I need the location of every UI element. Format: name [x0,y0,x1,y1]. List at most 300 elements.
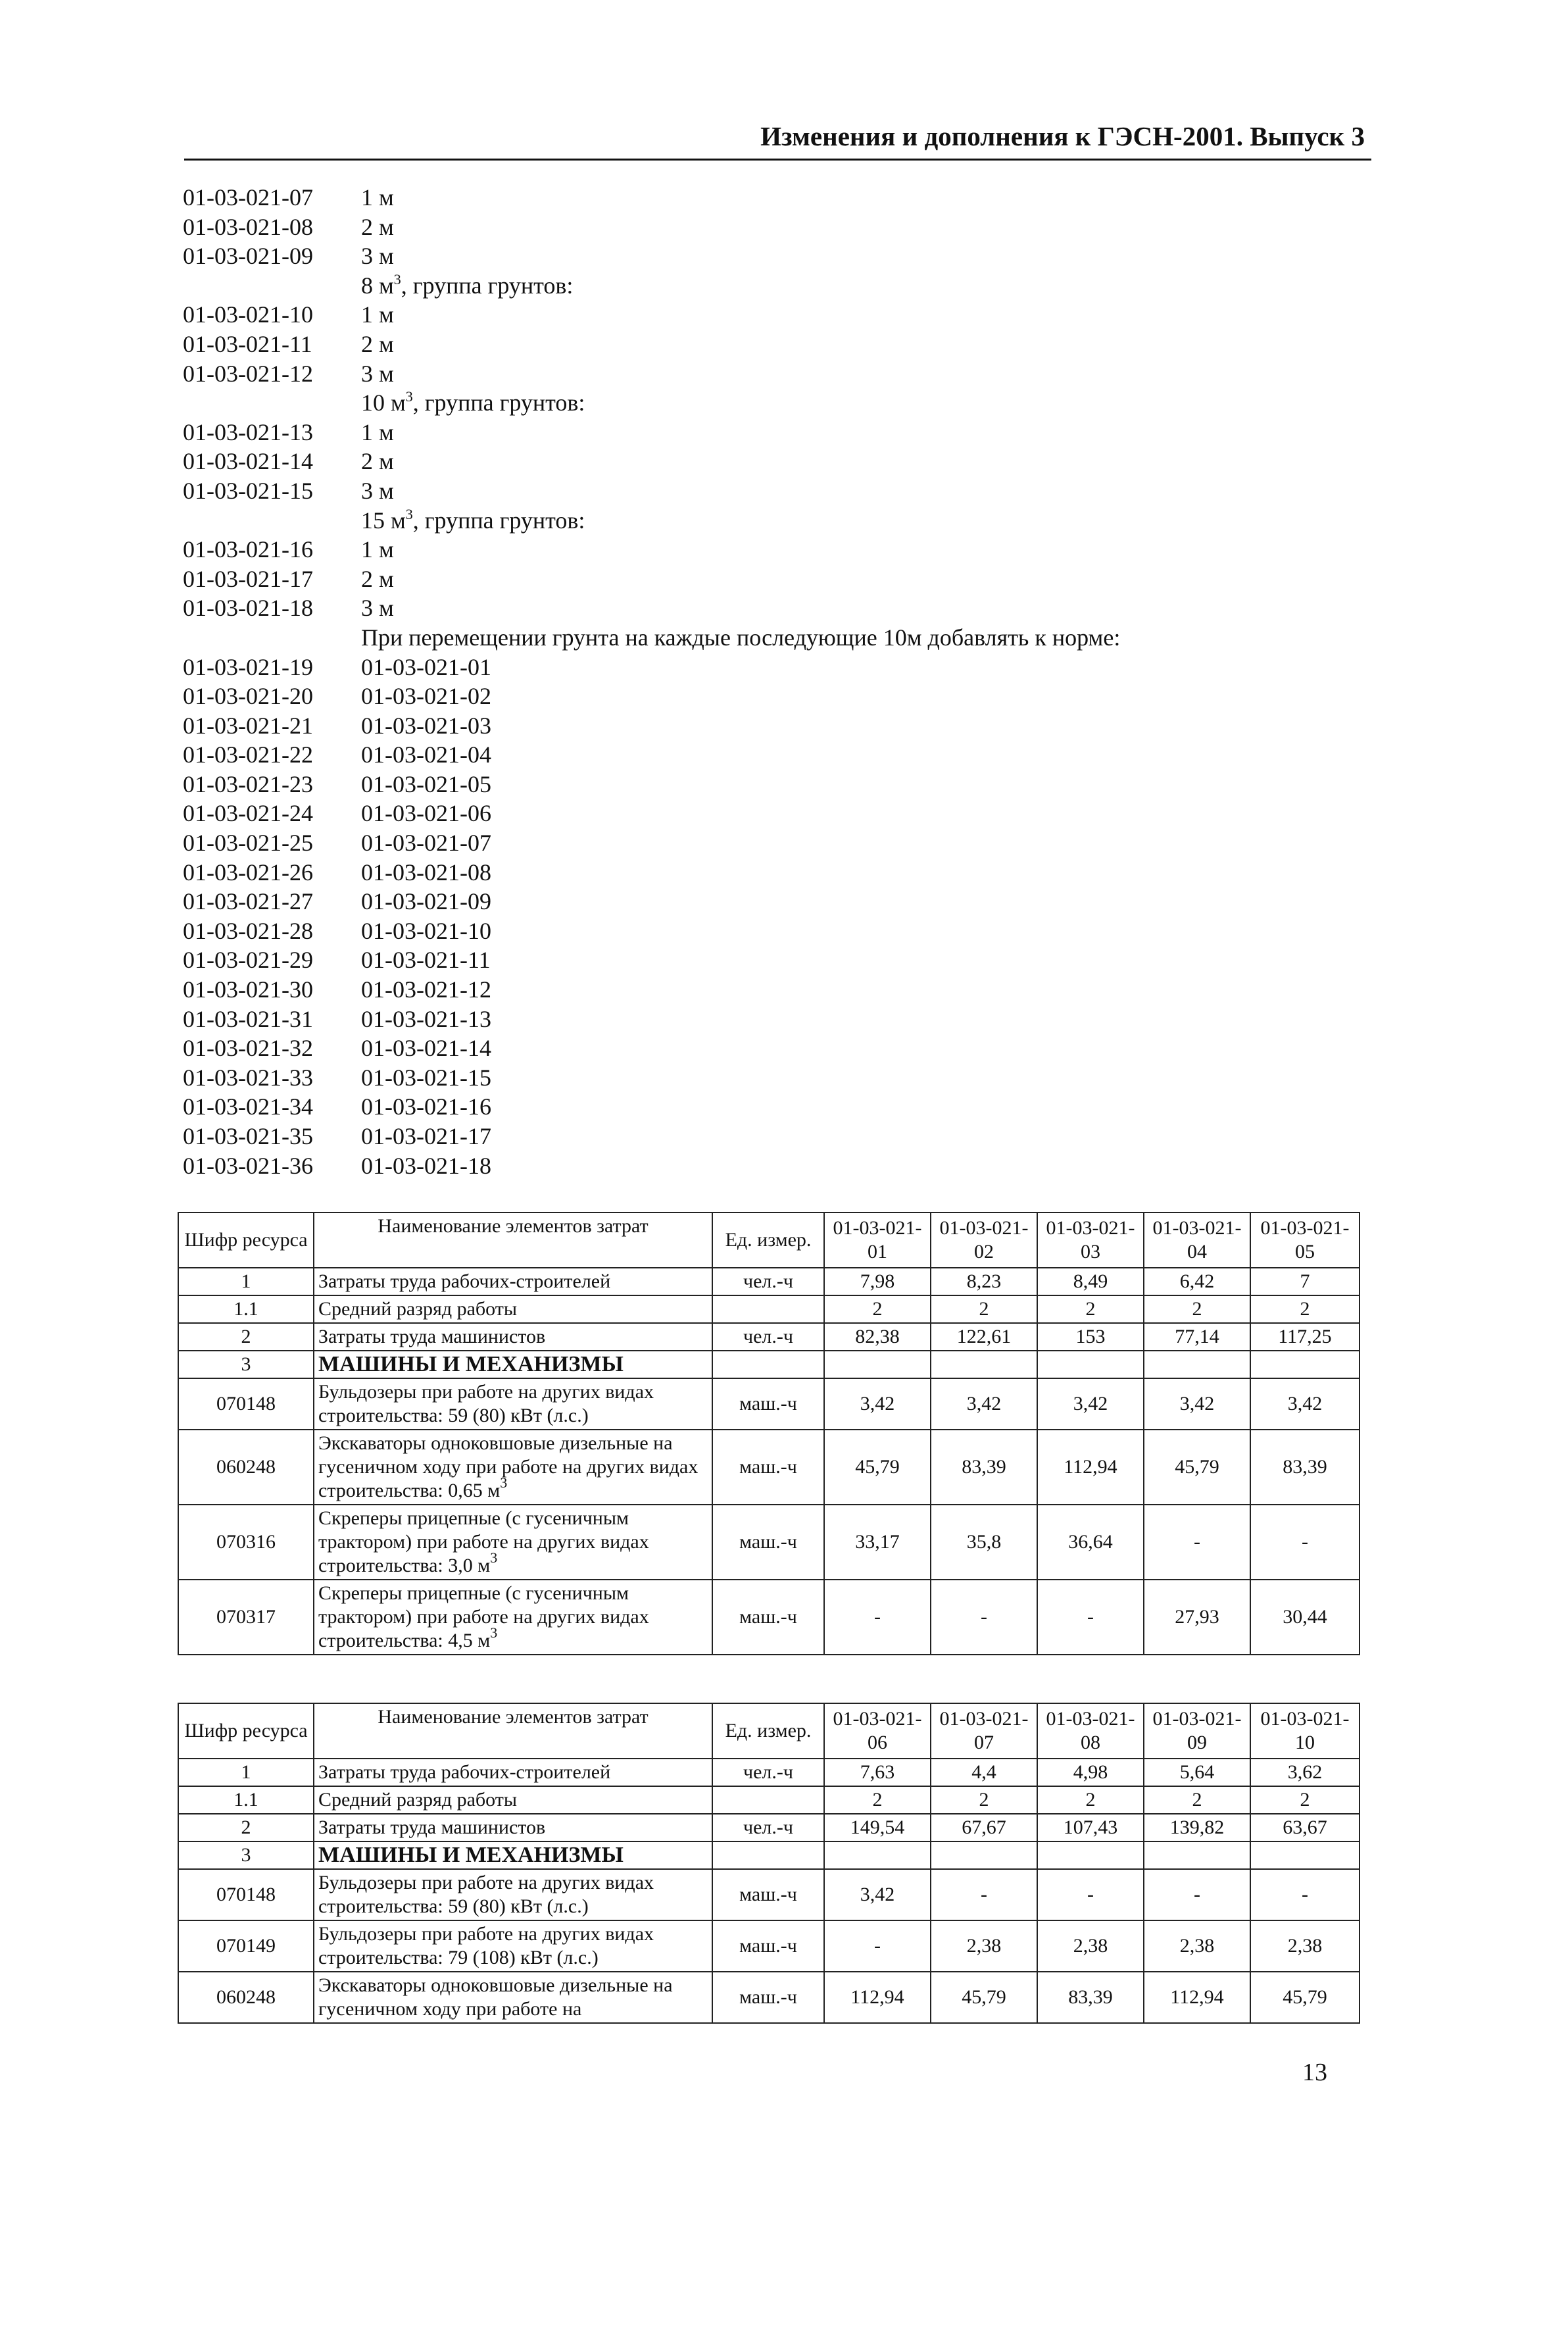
name-header: Наименование элементов затрат [314,1213,712,1268]
unit-cell [712,1786,824,1814]
superscript: 3 [393,270,401,288]
code-row [183,653,1169,682]
code-row [183,388,1169,418]
table-row [178,1295,1360,1323]
code-value [361,740,491,770]
code-row [183,1005,1169,1034]
code-id: 01-03-021-26 [183,859,313,886]
code-id: 01-03-021-24 [183,800,313,827]
value-cell: 3,42 [824,1378,931,1430]
code-row [183,300,1169,330]
value-cell: 112,94 [824,1972,931,2023]
code-value [361,1092,491,1122]
cipher-header: Шифр ресурса [178,1703,314,1759]
unit-cell: маш.-ч [712,1378,824,1430]
code-value-text: 15 м [361,507,406,534]
code-id: 01-03-021-27 [183,888,313,915]
name-text: Бульдозеры при работе на других видах строительства: 59 (80) кВт (л.с.) [318,1872,654,1917]
value-cell: 139,82 [1144,1814,1250,1841]
value-cell: 36,64 [1037,1505,1144,1580]
name-cell [314,1378,712,1430]
code-value [361,1005,491,1034]
code-row [183,770,1169,799]
value-cell: 2,38 [931,1920,1037,1972]
cipher-cell: 070148 [178,1378,314,1430]
code-value-text: 01-03-021-12 [361,976,491,1003]
value-cell: 8,23 [931,1268,1037,1295]
code-value-text: 01-03-021-07 [361,830,491,857]
value-cell: 7 [1250,1268,1360,1295]
code-value-text: 01-03-021-04 [361,741,491,768]
code-id: 01-03-021-30 [183,976,313,1003]
unit-cell: маш.-ч [712,1869,824,1920]
value-cell: 2 [931,1786,1037,1814]
value-cell [1037,1351,1144,1378]
unit-cell: чел.-ч [712,1814,824,1841]
name-cell [314,1323,712,1351]
code-id: 01-03-021-14 [183,448,313,475]
code-value [361,711,491,741]
value-cell: - [1037,1580,1144,1655]
name-cell [314,1351,712,1378]
name-cell [314,1580,712,1655]
code-value [361,535,394,564]
header-title: Изменения и дополнения к ГЭСН-2001. Выпуск 3 [760,121,1365,151]
code-value [361,506,585,536]
value-cell: 83,39 [1037,1972,1144,2023]
code-id: 01-03-021-13 [183,418,313,445]
code-value-text: 01-03-021-08 [361,859,491,886]
code-id: 01-03-021-33 [183,1064,313,1091]
code-value-tail: , группа грунтов: [412,389,585,416]
code-value [361,887,491,916]
value-cell: 2 [1144,1786,1250,1814]
code-id: 01-03-021-34 [183,1093,313,1120]
code-value-text: 01-03-021-15 [361,1064,491,1091]
code-value [361,330,394,359]
code-row [183,887,1169,916]
superscript: 3 [500,1474,508,1491]
code-value-text: 2 м [361,213,394,240]
table-row [178,1786,1360,1814]
name-cell [314,1814,712,1841]
code-value [361,593,394,623]
code-value-text: 3 м [361,595,394,622]
name-header: Наименование элементов затрат [314,1703,712,1759]
unit-cell: маш.-ч [712,1972,824,2023]
unit-cell: чел.-ч [712,1323,824,1351]
code-id: 01-03-021-19 [183,653,313,680]
code-row [183,623,1169,653]
value-cell: 3,42 [1250,1378,1360,1430]
value-cell: 117,25 [1250,1323,1360,1351]
code-row [183,330,1169,359]
code-id: 01-03-021-18 [183,595,313,622]
name-cell [314,1972,712,2023]
cipher-cell: 070148 [178,1869,314,1920]
code-value-text: 01-03-021-13 [361,1005,491,1032]
code-value-tail: , группа грунтов: [412,507,585,534]
value-cell: 45,79 [1250,1972,1360,2023]
name-text: Средний разряд работы [318,1298,518,1320]
code-id: 01-03-021-35 [183,1123,313,1149]
value-cell: 112,94 [1037,1430,1144,1505]
name-text: МАШИНЫ И МЕХАНИЗМЫ [318,1843,624,1867]
code-row [183,858,1169,888]
code-value [361,975,491,1005]
value-cell [1144,1351,1250,1378]
code-value [361,476,394,506]
code-id: 01-03-021-25 [183,830,313,857]
code-value-text: 01-03-021-09 [361,888,491,915]
code-id: 01-03-021-16 [183,536,313,563]
norm-code-header: 01-03-021-10 [1250,1703,1360,1759]
code-row [183,828,1169,858]
code-row [183,1151,1169,1181]
code-value-text: 2 м [361,448,394,475]
code-value [361,682,491,711]
code-row [183,564,1169,594]
norm-code-header: 01-03-021-03 [1037,1213,1144,1268]
code-row [183,506,1169,536]
value-cell: 82,38 [824,1323,931,1351]
name-cell [314,1759,712,1786]
code-value-text: 3 м [361,477,394,504]
table-row [178,1351,1360,1378]
value-cell: 122,61 [931,1323,1037,1351]
code-id: 01-03-021-10 [183,301,313,328]
code-id: 01-03-021-11 [183,330,312,357]
code-value [361,183,394,213]
value-cell: 3,42 [931,1378,1037,1430]
code-value [361,945,491,975]
value-cell: 5,64 [1144,1759,1250,1786]
code-value-text: 3 м [361,360,394,387]
code-row [183,1092,1169,1122]
code-value-text: 1 м [361,301,394,328]
name-cell [314,1869,712,1920]
cipher-cell: 060248 [178,1972,314,2023]
code-value-text: 1 м [361,184,394,211]
norm-code-header: 01-03-021-02 [931,1213,1037,1268]
value-cell: 2 [931,1295,1037,1323]
table-row [178,1378,1360,1430]
cipher-cell: 070317 [178,1580,314,1655]
code-row [183,535,1169,564]
unit-cell [712,1841,824,1869]
unit-cell: маш.-ч [712,1920,824,1972]
value-cell: 77,14 [1144,1323,1250,1351]
superscript: 3 [405,388,413,405]
norm-code-header: 01-03-021-09 [1144,1703,1250,1759]
value-cell: 4,4 [931,1759,1037,1786]
code-row [183,359,1169,389]
name-cell [314,1268,712,1295]
resource-table-1 [178,1212,1360,1655]
value-cell [824,1841,931,1869]
name-text: Средний разряд работы [318,1789,518,1811]
table-row [178,1580,1360,1655]
superscript: 3 [490,1549,498,1566]
value-cell: 2,38 [1144,1920,1250,1972]
table-row [178,1869,1360,1920]
value-cell: - [824,1580,931,1655]
value-cell [1250,1841,1360,1869]
value-cell: 45,79 [1144,1430,1250,1505]
value-cell: 153 [1037,1323,1144,1351]
value-cell: 2 [824,1295,931,1323]
code-row [183,682,1169,711]
value-cell: 2 [1250,1295,1360,1323]
code-id: 01-03-021-12 [183,360,313,387]
code-row [183,213,1169,242]
name-text: Затраты труда рабочих-строителей [318,1270,611,1292]
code-id: 01-03-021-20 [183,683,313,710]
code-value-tail: , группа грунтов: [401,272,574,299]
name-cell [314,1505,712,1580]
value-cell: 67,67 [931,1814,1037,1841]
code-value-text: 1 м [361,418,394,445]
value-cell: 63,67 [1250,1814,1360,1841]
code-row [183,711,1169,741]
value-cell: - [1037,1869,1144,1920]
value-cell: - [1144,1869,1250,1920]
name-text: Скреперы прицепные (с гусеничным трактором) при работе на других видах строительства: 4,5 м [318,1582,649,1651]
code-value [361,447,394,476]
norm-code-header: 01-03-021-04 [1144,1213,1250,1268]
value-cell: 112,94 [1144,1972,1250,2023]
table-row [178,1505,1360,1580]
unit-header: Ед. измер. [712,1703,824,1759]
value-cell: - [931,1869,1037,1920]
value-cell: 27,93 [1144,1580,1250,1655]
value-cell: 2 [1037,1786,1144,1814]
unit-cell: чел.-ч [712,1268,824,1295]
code-value-text: 01-03-021-02 [361,683,491,710]
code-row [183,271,1169,301]
value-cell: - [1144,1505,1250,1580]
value-cell: 35,8 [931,1505,1037,1580]
unit-header: Ед. измер. [712,1213,824,1268]
page-number: 13 [1302,2059,1327,2086]
code-row [183,945,1169,975]
value-cell: 45,79 [931,1972,1037,2023]
code-value [361,241,394,271]
cipher-cell: 1 [178,1268,314,1295]
value-cell: 33,17 [824,1505,931,1580]
code-value [361,770,491,799]
code-value [361,359,394,389]
cipher-cell: 1.1 [178,1786,314,1814]
code-row [183,975,1169,1005]
code-row [183,916,1169,946]
table-header-row [178,1213,1360,1268]
code-row [183,183,1169,213]
code-list [183,183,1169,1180]
value-cell: 7,98 [824,1268,931,1295]
code-id: 01-03-021-09 [183,243,313,270]
code-row [183,799,1169,828]
code-id: 01-03-021-29 [183,947,313,974]
superscript: 3 [490,1624,498,1641]
name-cell [314,1920,712,1972]
code-row [183,241,1169,271]
resource-table-2 [178,1703,1360,2024]
value-cell: - [1250,1869,1360,1920]
code-value-text: 2 м [361,565,394,592]
table-row [178,1268,1360,1295]
value-cell: 2 [1250,1786,1360,1814]
code-value [361,828,491,858]
value-cell: 2,38 [1037,1920,1144,1972]
value-cell: 83,39 [931,1430,1037,1505]
code-id: 01-03-021-31 [183,1005,313,1032]
value-cell: - [931,1580,1037,1655]
name-cell [314,1841,712,1869]
code-value-text: 1 м [361,536,394,563]
code-value-text: 8 м [361,272,394,299]
code-value-text: 01-03-021-17 [361,1123,491,1149]
cipher-cell: 070316 [178,1505,314,1580]
code-value [361,300,394,330]
code-value [361,213,394,242]
code-value-text: 2 м [361,330,394,357]
name-text: Экскаваторы одноковшовые дизельные на гусеничном ходу при работе на [318,1974,673,2020]
table-row [178,1430,1360,1505]
code-value-text: 01-03-021-10 [361,917,491,944]
value-cell: 107,43 [1037,1814,1144,1841]
code-id: 01-03-021-21 [183,712,313,739]
value-cell: 2 [824,1786,931,1814]
value-cell: 8,49 [1037,1268,1144,1295]
code-value [361,799,491,828]
code-value-text: При перемещении грунта на каждые последующие 10м добавлять к норме: [361,624,1121,651]
value-cell: 30,44 [1250,1580,1360,1655]
code-row [183,476,1169,506]
name-text: Бульдозеры при работе на других видах строительства: 79 (108) кВт (л.с.) [318,1923,654,1968]
name-text: Затраты труда машинистов [318,1326,546,1347]
code-value-text: 01-03-021-14 [361,1035,491,1062]
cipher-cell: 3 [178,1841,314,1869]
name-text: Бульдозеры при работе на других видах строительства: 59 (80) кВт (л.с.) [318,1381,654,1426]
code-value-text: 01-03-021-06 [361,800,491,827]
cipher-cell: 2 [178,1814,314,1841]
norm-code-header: 01-03-021-01 [824,1213,931,1268]
value-cell: 3,42 [1144,1378,1250,1430]
code-value [361,388,585,418]
code-value-text: 01-03-021-01 [361,653,491,680]
unit-cell: маш.-ч [712,1580,824,1655]
table-row [178,1814,1360,1841]
code-value [361,916,491,946]
table-row [178,1323,1360,1351]
name-text: Экскаваторы одноковшовые дизельные на гусеничном ходу при работе на других видах строительства: 0,65 м [318,1432,698,1501]
cipher-cell: 3 [178,1351,314,1378]
code-value-text: 01-03-021-03 [361,712,491,739]
code-row [183,447,1169,476]
value-cell: 83,39 [1250,1430,1360,1505]
name-text: Затраты труда рабочих-строителей [318,1761,611,1783]
code-row [183,593,1169,623]
code-value [361,1122,491,1151]
code-value-text: 01-03-021-05 [361,770,491,797]
code-value [361,1034,491,1063]
code-id: 01-03-021-22 [183,741,313,768]
cipher-cell: 070149 [178,1920,314,1972]
value-cell: 2 [1037,1295,1144,1323]
code-id: 01-03-021-36 [183,1152,313,1179]
code-row [183,418,1169,447]
code-value [361,653,491,682]
name-text: Затраты труда машинистов [318,1816,546,1838]
name-text: Скреперы прицепные (с гусеничным трактором) при работе на других видах строительства: 3,0 м [318,1507,649,1576]
code-value [361,271,573,301]
code-row [183,740,1169,770]
code-row [183,1122,1169,1151]
value-cell [1037,1841,1144,1869]
value-cell [931,1841,1037,1869]
value-cell: - [1250,1505,1360,1580]
code-value-text: 3 м [361,243,394,270]
value-cell: 2,38 [1250,1920,1360,1972]
cipher-cell: 060248 [178,1430,314,1505]
table-row [178,1972,1360,2023]
code-value-text: 01-03-021-16 [361,1093,491,1120]
code-value [361,564,394,594]
unit-cell: маш.-ч [712,1505,824,1580]
unit-cell: маш.-ч [712,1430,824,1505]
code-value [361,1063,491,1093]
value-cell: 45,79 [824,1430,931,1505]
value-cell: 3,42 [824,1869,931,1920]
value-cell: 7,63 [824,1759,931,1786]
code-id: 01-03-021-23 [183,770,313,797]
table-header-row [178,1703,1360,1759]
name-cell [314,1295,712,1323]
code-value [361,1151,491,1181]
code-id: 01-03-021-08 [183,213,313,240]
unit-cell [712,1295,824,1323]
code-value-text: 10 м [361,389,406,416]
code-id: 01-03-021-28 [183,917,313,944]
cipher-cell: 2 [178,1323,314,1351]
value-cell: 3,42 [1037,1378,1144,1430]
norm-code-header: 01-03-021-05 [1250,1213,1360,1268]
name-cell [314,1430,712,1505]
unit-cell: чел.-ч [712,1759,824,1786]
code-id: 01-03-021-32 [183,1035,313,1062]
code-id: 01-03-021-15 [183,477,313,504]
page-header [184,120,1371,161]
value-cell: 4,98 [1037,1759,1144,1786]
value-cell [1144,1841,1250,1869]
code-value-text: 01-03-021-18 [361,1152,491,1179]
value-cell [1250,1351,1360,1378]
name-cell [314,1786,712,1814]
value-cell: 149,54 [824,1814,931,1841]
code-id: 01-03-021-17 [183,565,313,592]
value-cell: 3,62 [1250,1759,1360,1786]
cipher-cell: 1 [178,1759,314,1786]
name-text: МАШИНЫ И МЕХАНИЗМЫ [318,1352,624,1376]
value-cell [824,1351,931,1378]
superscript: 3 [405,505,413,522]
table-row [178,1841,1360,1869]
cipher-cell: 1.1 [178,1295,314,1323]
value-cell [931,1351,1037,1378]
code-value [361,858,491,888]
value-cell: 6,42 [1144,1268,1250,1295]
